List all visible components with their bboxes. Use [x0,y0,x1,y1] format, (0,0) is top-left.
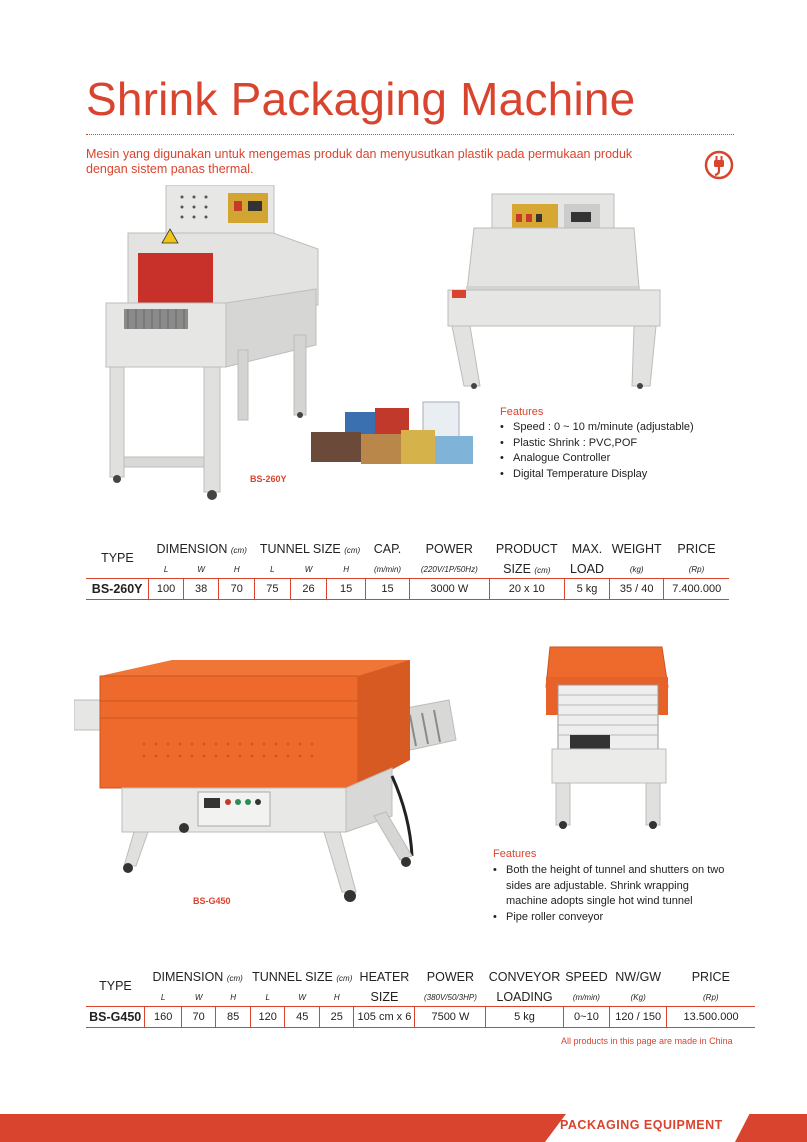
table-cell: 5 kg [486,1007,563,1028]
feature-item: • Analogue Controller [500,451,730,467]
sub-header-w: W [183,560,219,579]
power-header: POWER [426,970,475,984]
heater-header: HEATER [359,970,410,984]
loading-header: LOADING [486,988,563,1007]
tunnel-size-header: TUNNEL SIZE (cm) [252,970,353,984]
sub-header-w: W [181,988,216,1007]
table-cell: 85 [216,1007,251,1028]
feature-item: • Plastic Shrink : PVC,POF [500,436,730,452]
table-cell: 7500 W [415,1007,486,1028]
cap-unit: (m/min) [366,560,410,579]
price-unit: (Rp) [667,988,755,1007]
table-cell: 160 [145,1007,182,1028]
table-row [86,579,729,600]
sub-header-h: H [319,988,354,1007]
table-cell: 70 [181,1007,216,1028]
price-header: PRICE [691,970,730,984]
type-header: TYPE [86,966,145,1007]
origin-note: All products in this page are made in China [561,1036,733,1046]
dimension-header: DIMENSION (cm) [152,970,243,984]
type-cell: BS-G450 [86,1007,145,1028]
feature-item: • Digital Temperature Display [500,467,730,483]
table-cell: 20 x 10 [489,579,564,600]
features-list [500,420,730,482]
size-header: SIZE (cm) [489,560,564,579]
sub-header-w: W [285,988,320,1007]
weight-header: WEIGHT [611,542,662,556]
sub-header-l: L [255,560,291,579]
conveyor-header: CONVEYOR [488,970,561,984]
sub-header-l: L [250,988,285,1007]
features-heading: Features [493,848,537,860]
sub-header-h: H [327,560,366,579]
footer-section-label: PACKAGING EQUIPMENT [560,1118,723,1132]
load-header: LOAD [564,560,609,579]
product-header: PRODUCT [495,542,558,556]
sub-header-w: W [290,560,327,579]
table-cell: 38 [183,579,219,600]
tunnel-size-header: TUNNEL SIZE (cm) [259,542,361,556]
table-cell: 26 [290,579,327,600]
feature-item: • Both the height of tunnel and shutters on two sides are adjustable. Shrink wrapping machine adopts single hot wind tunnel [493,863,733,910]
power-header: POWER [425,542,473,556]
table-cell: 15 [366,579,410,600]
nwgw-header: NW/GW [615,970,662,984]
type-header: TYPE [86,538,149,579]
title-divider [86,134,734,135]
bs-260y-caption: BS-260Y [250,474,287,484]
heater-size-header: SIZE [354,988,415,1007]
table-cell: 5 kg [564,579,609,600]
table-cell: 35 / 40 [609,579,663,600]
table-cell: 3000 W [410,579,490,600]
bs-g450-machine-front-image [542,645,674,830]
power-plug-icon [704,150,734,180]
bs-g450-machine-image [74,656,459,910]
bs-g450-spec-table [86,966,755,1028]
table-cell: 7.400.000 [664,579,729,600]
shrink-wrapped-products-image [305,398,475,468]
table-row [86,1007,755,1028]
table-cell: 15 [327,579,366,600]
table-cell: 45 [285,1007,320,1028]
type-cell: BS-260Y [86,579,149,600]
speed-unit: (m/min) [563,988,610,1007]
table-cell: 0~10 [563,1007,610,1028]
nwgw-unit: (Kg) [610,988,667,1007]
table-cell: 120 [250,1007,285,1028]
table-cell: 120 / 150 [610,1007,667,1028]
table-cell: 100 [149,579,184,600]
sub-header-h: H [216,988,251,1007]
bs-g450-caption: BS-G450 [193,896,231,906]
price-header: PRICE [677,542,716,556]
weight-unit: (kg) [609,560,663,579]
bs-260y-machine-image [98,185,320,505]
feature-item: • Speed : 0 ~ 10 m/minute (adjustable) [500,420,730,436]
bs-260y-machine-front-image [444,190,669,390]
bs-260y-spec-table [86,538,729,600]
page-title: Shrink Packaging Machine [86,73,636,125]
table-cell: 75 [255,579,291,600]
cap-header: CAP. [373,542,402,556]
table-cell: 13.500.000 [667,1007,755,1028]
features-heading: Features [500,406,544,418]
table-cell: 105 cm x 6 [354,1007,415,1028]
page-description: Mesin yang digunakan untuk mengemas produk dan menyusutkan plastik pada permukaan produk dengan sistem panas thermal. [86,147,633,176]
sub-header-h: H [219,560,255,579]
feature-item: • Pipe roller conveyor [493,910,733,926]
max-header: MAX. [571,542,603,556]
table-cell: 70 [219,579,255,600]
sub-header-l: L [145,988,182,1007]
speed-header: SPEED [565,970,608,984]
power-unit: (380V/50/3HP) [415,988,486,1007]
sub-header-l: L [149,560,184,579]
dimension-header: DIMENSION (cm) [156,542,247,556]
features-list [493,863,733,925]
price-unit: (Rp) [664,560,729,579]
table-cell: 25 [319,1007,354,1028]
power-unit: (220V/1P/50Hz) [410,560,490,579]
